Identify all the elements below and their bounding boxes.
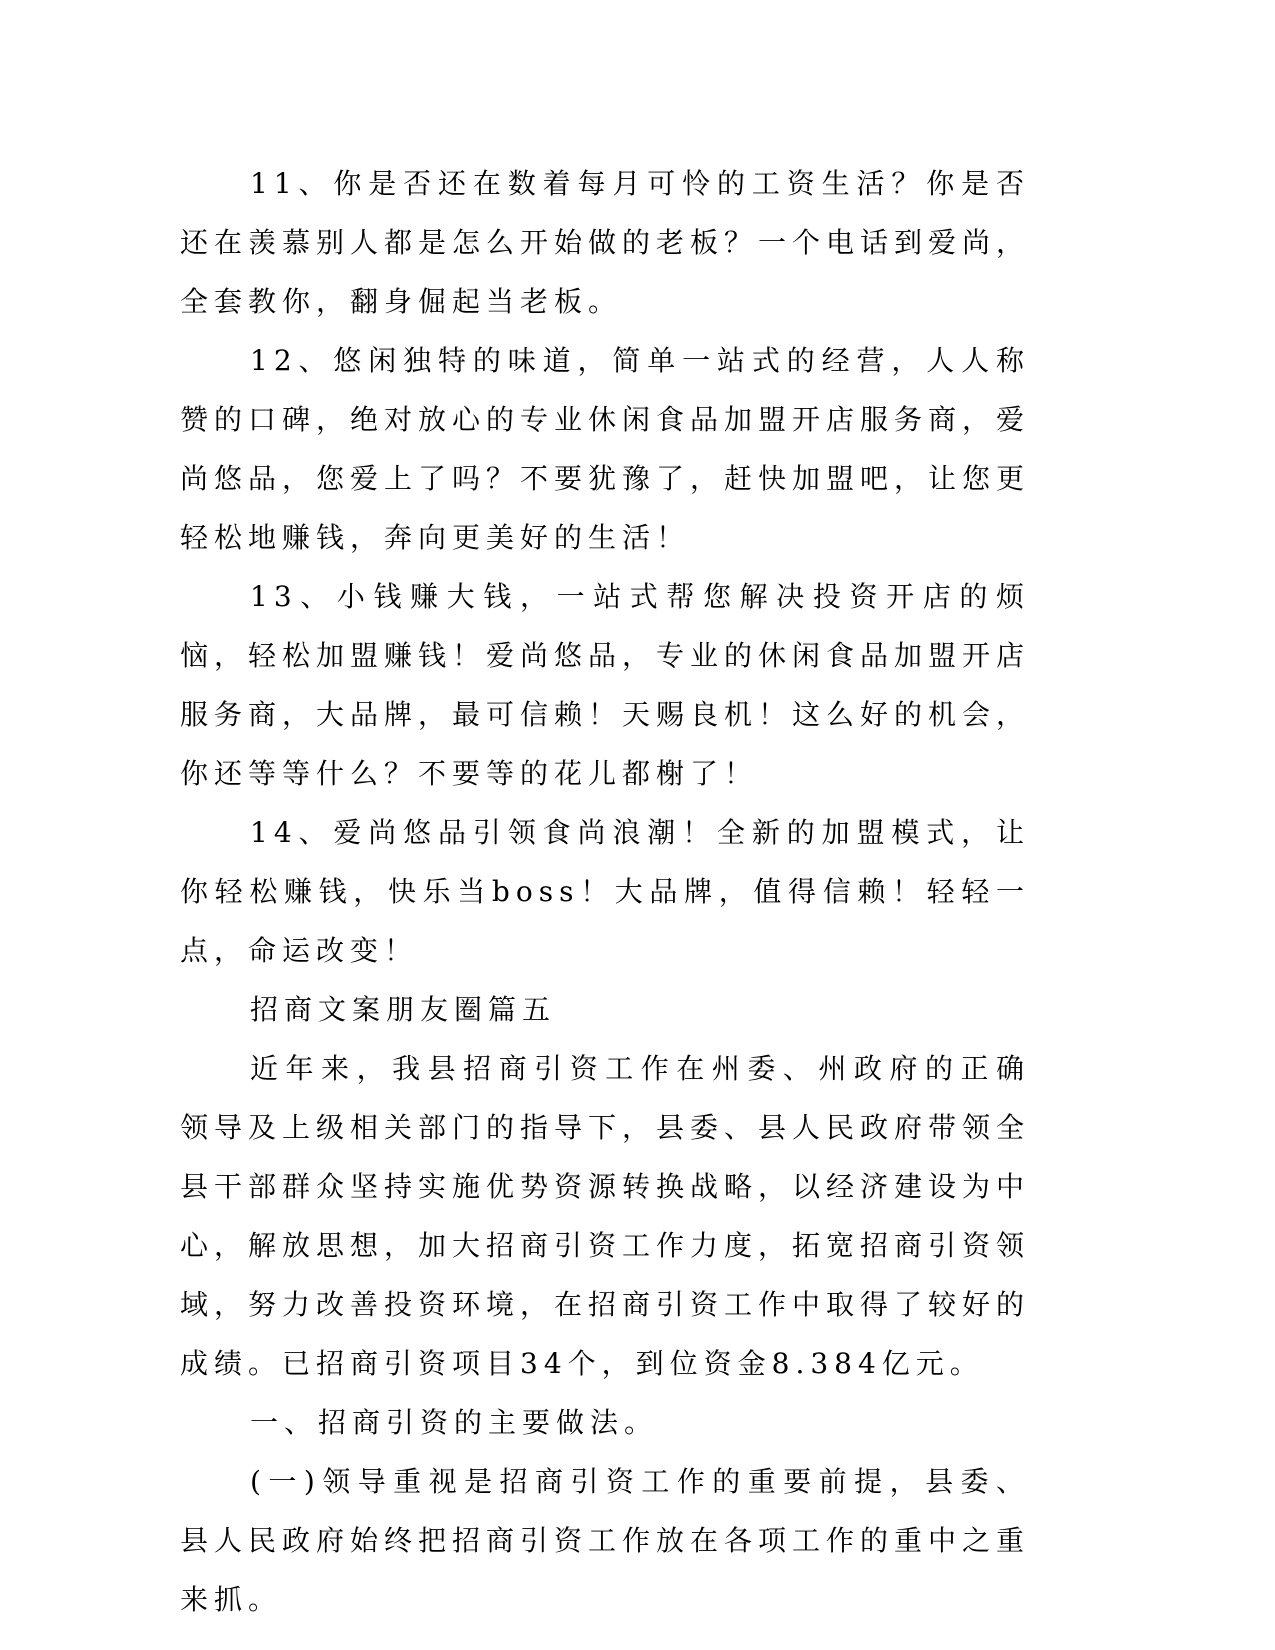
subheading-main-practices: 一、招商引资的主要做法。 (250, 1406, 659, 1439)
paragraph-13: 13、小钱赚大钱，一站式帮您解决投资开店的烦恼，轻松加盟赚钱！爱尚悠品，专业的休闲食品加盟开店服务商，大品牌，最可信赖！天赐良机！这么好的机会，你还等等什么？不要等的花儿都榭了！ (180, 580, 1031, 790)
paragraph-intro: 近年来，我县招商引资工作在州委、州政府的正确领导及上级相关部门的指导下，县委、县人民政府带领全县干部群众坚持实施优势资源转换战略，以经济建设为中心，解放思想，加大招商引资工作力度，拓宽招商引资领域，努力改善投资环境，在招商引资工作中取得了较好的成绩。已招商引资项目34个，到位资金8.384亿元。 (180, 1052, 1031, 1380)
document-body (180, 154, 1030, 1629)
paragraph-leadership: (一)领导重视是招商引资工作的重要前提，县委、县人民政府始终把招商引资工作放在各项工作的重中之重来抓。 (180, 1465, 1031, 1616)
paragraph-12: 12、悠闲独特的味道，简单一站式的经营，人人称赞的口碑，绝对放心的专业休闲食品加盟开店服务商，爱尚悠品，您爱上了吗？不要犹豫了，赶快加盟吧，让您更轻松地赚钱，奔向更美好的生活！ (180, 344, 1031, 554)
paragraph-11: 11、你是否还在数着每月可怜的工资生活？你是否还在羡慕别人都是怎么开始做的老板？一个电话到爱尚，全套教你，翻身倔起当老板。 (180, 167, 1031, 318)
section-heading: 招商文案朋友圈篇五 (250, 993, 557, 1026)
paragraph-14: 14、爱尚悠品引领食尚浪潮！全新的加盟模式，让你轻松赚钱，快乐当boss！大品牌，值得信赖！轻轻一点，命运改变！ (180, 816, 1030, 967)
